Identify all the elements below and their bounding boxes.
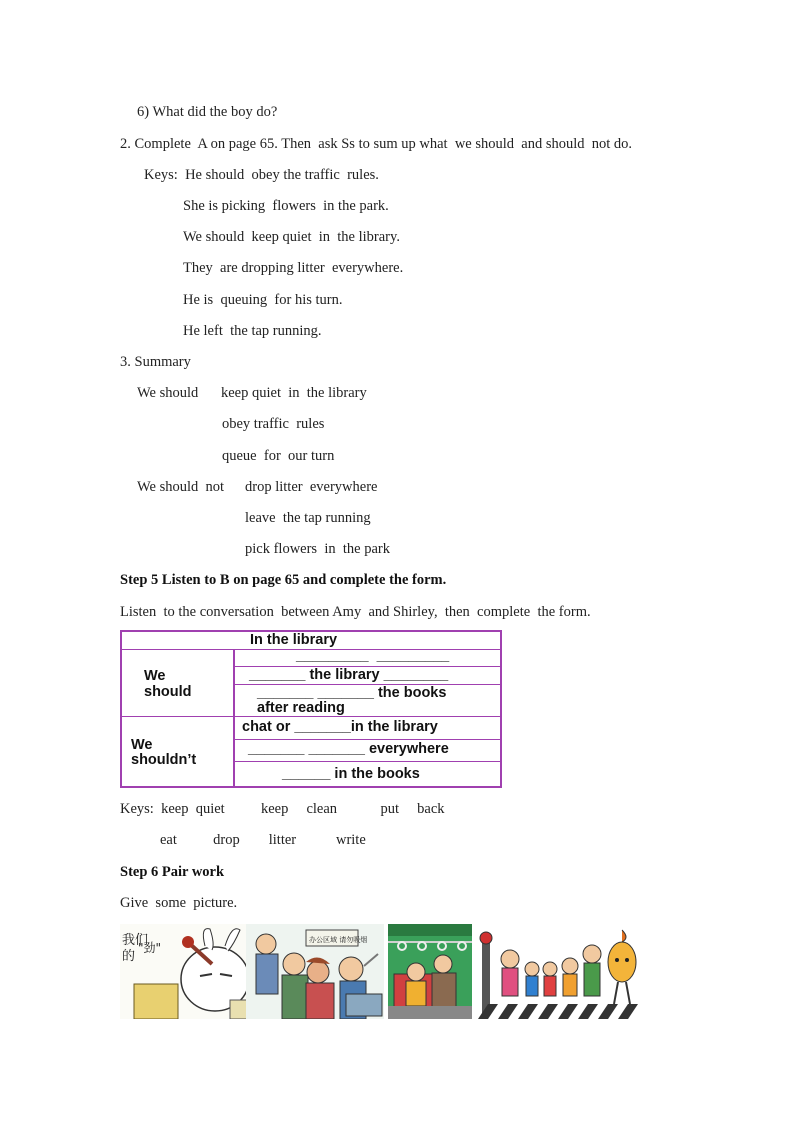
- keys-answers-row-2: eat drop litter write: [160, 832, 366, 848]
- should-label-should: should: [144, 684, 192, 700]
- shouldnt-label-shouldnt: shouldn’t: [131, 752, 197, 768]
- step-6-instruction: Give some picture.: [120, 895, 238, 911]
- should-item-2: obey traffic rules: [222, 416, 325, 432]
- should-item-3: queue for our turn: [222, 448, 335, 464]
- svg-text:的: 的: [122, 949, 136, 964]
- library-rules-table: [120, 630, 502, 788]
- step-5-heading: Step 5 Listen to B on page 65 and complete the form.: [120, 572, 447, 588]
- item-2: 2. Complete A on page 65. Then ask Ss to sum up what we should and should not do.: [120, 136, 633, 152]
- should-item-1: keep quiet in the library: [221, 385, 367, 401]
- should-label-we: We: [144, 668, 166, 684]
- svg-text:办公区域 请勿吸烟: 办公区域 请勿吸烟: [309, 936, 368, 944]
- keys-answers-row-1: Keys: keep quiet keep clean put back: [120, 801, 445, 817]
- queue-crossing-picture: [474, 924, 640, 1019]
- not-item-3: pick flowers in the park: [245, 541, 390, 557]
- not-item-1: drop litter everywhere: [245, 479, 378, 495]
- keys-line-1: Keys: He should obey the traffic rules.: [144, 167, 379, 183]
- we-should-not-label: We should not: [137, 479, 225, 495]
- shouldnt-row-1: chat or _______in the library: [242, 719, 438, 735]
- item-3-summary: 3. Summary: [120, 354, 191, 370]
- should-row-3-cont: after reading: [257, 700, 345, 716]
- keys-line-6: He left the tap running.: [183, 323, 322, 339]
- should-row-3: _______ _______ the books: [257, 685, 447, 701]
- step-6-heading: Step 6 Pair work: [120, 864, 225, 880]
- keys-line-5: He is queuing for his turn.: [183, 292, 343, 308]
- keys-line-2: She is picking flowers in the park.: [183, 198, 389, 214]
- should-row-1: _________ _________: [296, 648, 450, 664]
- table-header: In the library: [250, 632, 338, 648]
- keys-line-3: We should keep quiet in the library.: [183, 229, 400, 245]
- svg-text:"劲": "劲": [138, 941, 162, 955]
- question-6: 6) What did the boy do?: [137, 104, 278, 120]
- office-smoking-picture: [246, 924, 384, 1019]
- should-row-2: _______ the library ________: [249, 667, 449, 683]
- shouldnt-label-we: We: [131, 737, 153, 753]
- shouldnt-row-2: _______ _______ everywhere: [248, 741, 449, 757]
- keys-line-4: They are dropping litter everywhere.: [183, 260, 404, 276]
- svg-text:我们: 我们: [122, 933, 149, 948]
- not-item-2: leave the tap running: [245, 510, 371, 526]
- shouldnt-row-3: ______ in the books: [282, 766, 420, 782]
- bus-seat-picture: [388, 924, 472, 1019]
- step-5-instruction: Listen to the conversation between Amy and Shirley, then complete the form.: [120, 604, 591, 620]
- we-should-label: We should: [137, 385, 199, 401]
